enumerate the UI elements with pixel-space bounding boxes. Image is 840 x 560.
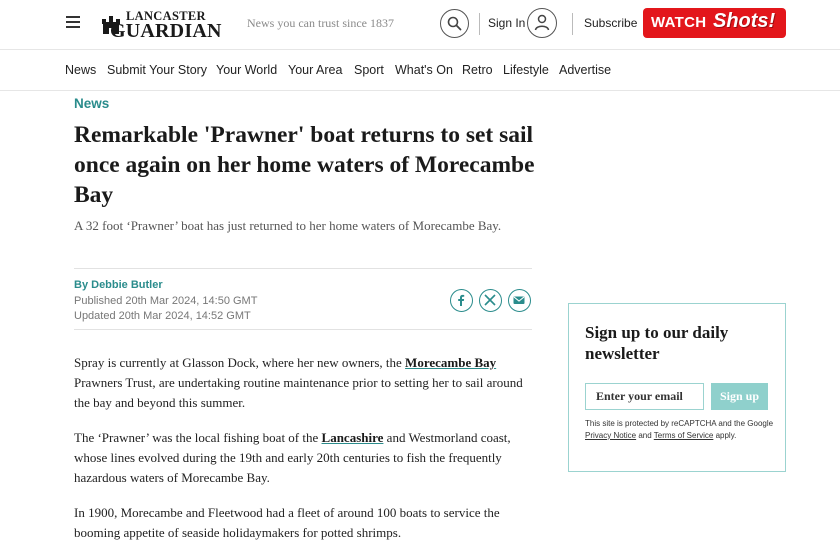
terms-of-service-link[interactable]: Terms of Service (653, 430, 714, 440)
nav-item-news[interactable]: News (65, 63, 97, 77)
article-dates (74, 294, 257, 324)
byline-prefix: By (74, 279, 89, 291)
newsletter-title: Sign up to our daily newsletter (585, 323, 729, 363)
lancashire-link[interactable]: Lancashire (321, 430, 384, 445)
nav-item-retro[interactable]: Retro (462, 63, 493, 77)
site-tagline: News you can trust since 1837 (247, 16, 394, 30)
newsletter-signup-button[interactable]: Sign up (711, 383, 768, 410)
article-paragraph: In 1900, Morecambe and Fleetwood had a fleet of around 100 boats to service the booming appetite of seaside holidaymakers for potted shrimps. (74, 505, 500, 540)
newsletter-signup-box (568, 303, 786, 472)
legal-text: and (636, 430, 654, 440)
author-link[interactable]: Debbie Butler (91, 279, 163, 291)
paragraph-text: Spray is currently at Glasson Dock, where her new owners, the (74, 355, 406, 370)
newsletter-email-input[interactable] (585, 383, 704, 410)
article-paragraph (74, 353, 529, 413)
share-email-button[interactable] (508, 289, 531, 312)
subscribe-link[interactable]: Subscribe (584, 16, 638, 30)
article-divider (74, 268, 532, 269)
watch-label: WATCH (651, 14, 707, 31)
shots-label: Shots! (713, 10, 776, 32)
article-standfirst: A 32 foot ‘Prawner’ boat has just returned to her home waters of Morecambe Bay. (74, 218, 502, 233)
hamburger-icon[interactable] (66, 16, 80, 28)
share-x-button[interactable] (479, 289, 502, 312)
search-button[interactable] (440, 9, 469, 38)
logo-wordmark-bottom: GUARDIAN (110, 20, 222, 42)
privacy-notice-link[interactable]: Privacy Notice (585, 430, 637, 440)
share-facebook-button[interactable] (450, 289, 473, 312)
header-divider (479, 13, 480, 35)
sign-in-link[interactable]: Sign In (488, 16, 526, 30)
x-icon (484, 294, 496, 306)
main-nav (0, 51, 840, 91)
paragraph-text: Prawners Trust, are undertaking routine maintenance prior to setting her to sail around the bay and beyond this summer. (74, 375, 523, 410)
article-headline: Remarkable 'Prawner' boat returns to set sail once again on her home waters of Morecambe Bay (74, 122, 535, 208)
nav-item-submit-your-story[interactable]: Submit Your Story (107, 63, 208, 77)
nav-item-advertise[interactable]: Advertise (559, 63, 612, 77)
nav-item-lifestyle[interactable]: Lifestyle (503, 63, 549, 77)
recaptcha-notice (585, 418, 777, 441)
updated-date: Updated 20th Mar 2024, 14:52 GMT (74, 310, 251, 322)
nav-item-your-area[interactable]: Your Area (288, 63, 343, 77)
site-header (0, 0, 840, 50)
nav-item-sport[interactable]: Sport (354, 63, 384, 77)
header-divider (572, 13, 573, 35)
paragraph-text: and Westmorland coast, whose lines evolved during the 19th and early 20th centuries to fish the frequently hazardous waters of Morecambe Bay. (74, 430, 511, 485)
nav-item-your-world[interactable]: Your World (216, 63, 278, 77)
article-paragraph (74, 428, 529, 488)
article-divider (74, 329, 532, 330)
logo-wordmark-top: LANCASTER (126, 9, 206, 23)
email-icon (513, 294, 525, 306)
nav-item-whats-on[interactable]: What's On (395, 63, 453, 77)
user-icon (534, 14, 550, 31)
search-icon (447, 16, 462, 31)
facebook-icon (455, 294, 467, 306)
account-button[interactable] (527, 8, 557, 38)
published-date: Published 20th Mar 2024, 14:50 GMT (74, 295, 258, 307)
paragraph-text: The ‘Prawner’ was the local fishing boat of the (74, 430, 322, 445)
legal-text: This site is protected by reCAPTCHA and the Google (585, 419, 774, 428)
legal-text: apply. (713, 430, 737, 440)
section-label[interactable]: News (74, 96, 110, 111)
byline (74, 279, 163, 291)
morecambe-bay-link[interactable]: Morecambe Bay (405, 355, 497, 370)
watch-shots-button[interactable] (643, 8, 786, 38)
